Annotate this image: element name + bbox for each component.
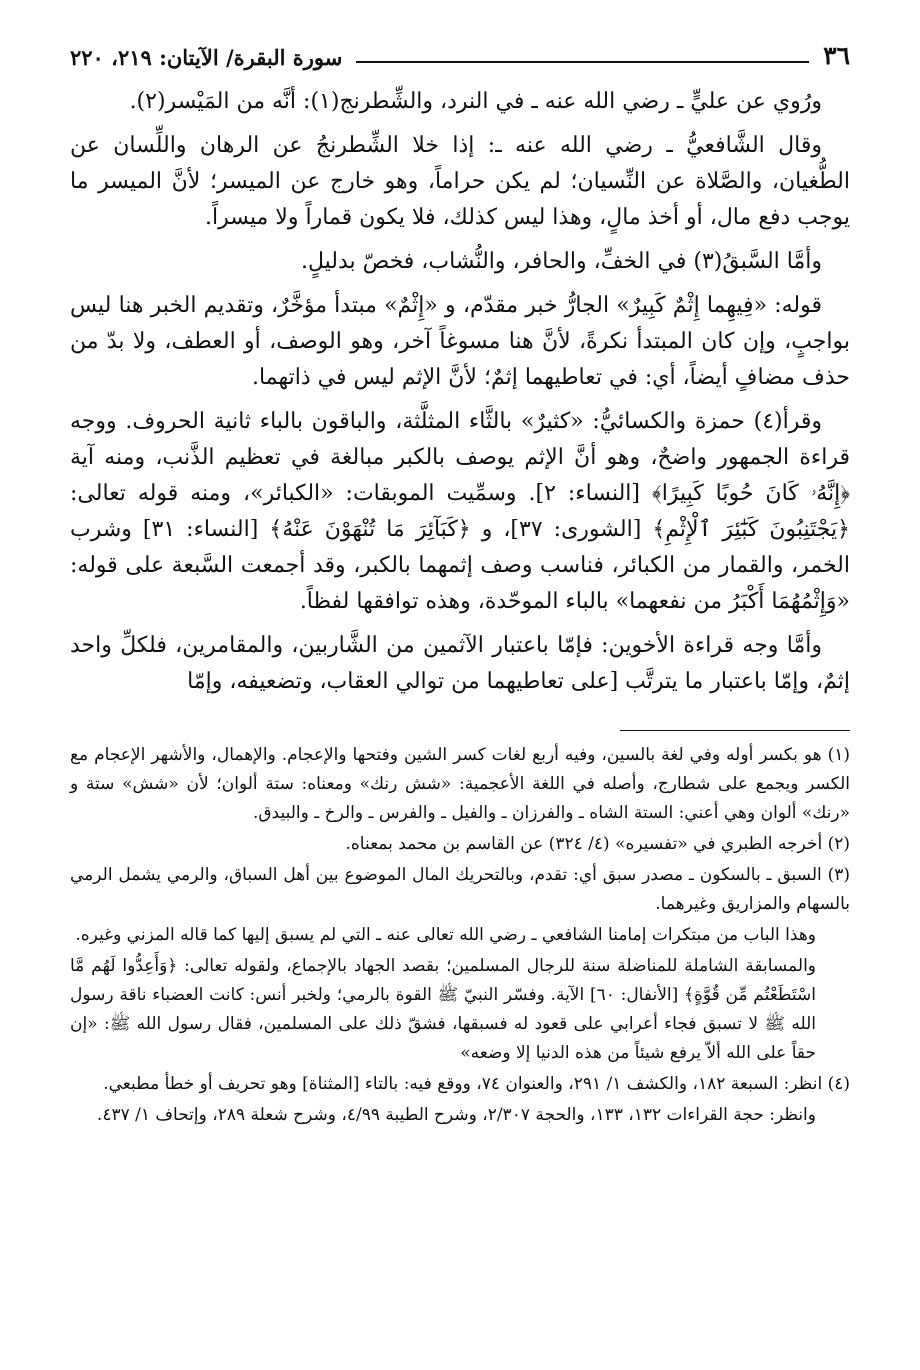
footnote: (١) هو بكسر أوله وفي لغة بالسين، وفيه أربع لغات كسر الشين وفتحها والإعجام. والإهمال، والأشهر الإعجام مع الكسر ويجمع على شطارج، وأصله في اللغة الأعجمية: «شش رنك» ومعناه: ستة ألوان؛ لأن «شش» ستة و «رنك» ألوان وهي أعني: الستة الشاه ـ والفرزان ـ والفيل ـ والفرس ـ والرخ ـ والبيدق. xyxy=(70,745,850,823)
paragraph: قوله: «فِيهِما إِثْمٌ كَبِيرٌ» الجارُّ خبر مقدّم، و «إِثْمٌ» مبتدأ مؤخَّرٌ، وتقديم الخبر هنا ليس بواجبٍ، وإن كان المبتدأ نكرةً، لأنَّ هنا مسوغاً آخر، وهو الوصف، أو العطف، ولا بدّ من حذف مضافٍ أيضاً، أي: في تعاطيهما إثمٌ؛ لأنَّ الإثم ليس في ذاتهما. xyxy=(70,293,850,390)
running-header xyxy=(70,38,850,70)
footnote: (٤) انظر: السبعة ١٨٢، والكشف ١/ ٢٩١، والعنوان ٧٤، ووقع فيه: بالتاء [المثناة] وهو تحريف أو خطأ مطبعي. xyxy=(103,1074,850,1094)
footnote-continuation: وهذا الباب من مبتكرات إمامنا الشافعي ـ رضي الله تعالى عنه ـ التي لم يسبق إليها كما قاله المزني وغيره. xyxy=(75,925,816,945)
footnote: (٢) أخرجه الطبري في «تفسيره» (٤/ ٣٢٤) عن القاسم بن محمد بمعناه. xyxy=(345,834,850,854)
footnote-continuation: وانظر: حجة القراءات ١٣٢، ١٣٣، والحجة ٢/٣٠٧، وشرح الطيبة ٤/٩٩، وشرح شعلة ٢٨٩، وإتحاف ١/ ٤٣٧. xyxy=(96,1105,816,1125)
footnote-continuation: والمسابقة الشاملة للمناضلة سنة للرجال المسلمين؛ بقصد الجهاد بالإجماع، ولقوله تعالى: ﴿وَأَعِدُّوا لَهُم مَّا اسْتَطَعْتُم مِّن قُوَّةٍ﴾ [الأنفال: ٦٠] الآية. وفسّر النبيّ ﷺ القوة بالرمي؛ ولخبر أنس: كانت العضباء ناقة رسول الله ﷺ لا تسبق فجاء أعرابي على قعود له فسبقها، فشقّ ذلك على المسلمين، فقال رسول الله ﷺ: «إن حقاً على الله ألاّ يرفع شيئاً من هذه الدنيا إلا وضعه» xyxy=(70,956,816,1063)
main-text xyxy=(70,84,850,700)
surah-title: سورة البقرة/ الآيتان: ٢١٩، ٢٢٠ xyxy=(70,45,343,70)
header-rule xyxy=(356,61,809,63)
paragraph: وقال الشَّافعيُّ ـ رضي الله عنه ـ: إذا خلا الشِّطرنجُ عن الرهان واللِّسان عن الطُّغيان، والصَّلاة عن النِّسيان؛ لم يكن حراماً، وهو خارج عن الميسر؛ لأنَّ الميسر ما يوجب دفع مال، أو أخذ مالٍ، وهذا ليس كذلك، فلا يكون قماراً ولا ميسراً. xyxy=(70,133,850,230)
page-number: ٣٦ xyxy=(823,41,850,70)
footnotes xyxy=(70,741,850,1130)
paragraph: وأمَّا السَّبقُ(٣) في الخفِّ، والحافر، والنُّشاب، فخصّ بدليلٍ. xyxy=(300,249,822,274)
paragraph: ورُوي عن عليٍّ ـ رضي الله عنه ـ في النرد، والشِّطرنج(١): أنَّه من المَيْسر(٢). xyxy=(129,89,822,114)
paragraph: وأمَّا وجه قراءة الأخوين: فإمّا باعتبار الآثمين من الشَّاربين، والمقامرين، فلكلِّ واحد إثمٌ، وإمّا باعتبار ما يترتَّب [على تعاطيهما من توالي العقاب، وتضعيفه، وإمّا xyxy=(70,633,850,694)
paragraph: وقرأ(٤) حمزة والكسائيُّ: «كثيرٌ» بالثَّاء المثلَّثة، والباقون بالباء ثانية الحروف. ووجه قراءة الجمهور واضحٌ، وهو أنَّ الإثم يوصف بالكبر مبالغة في تعظيم الذَّنب، ومنه آية ﴿إِنَّهُۥ كَانَ حُوبًا كَبِيرًا﴾ [النساء: ٢]. وسمِّيت الموبقات: «الكبائر»، ومنه قوله تعالى: ﴿يَجْتَنِبُونَ كَبَٰٓئِرَ ٱلْإِثْمِ﴾ [الشورى: ٣٧]، و ﴿كَبَآئِرَ مَا تُنْهَوْنَ عَنْهُ﴾ [النساء: ٣١] وشرب الخمر، والقمار من الكبائر، فناسب وصف إثمهما بالكبر، وقد أجمعت السَّبعة على قوله: «وَإِثْمُهُمَا أَكْبَرُ من نفعهما» بالباء الموحّدة، وهذه توافقها لفظاً. xyxy=(70,409,851,614)
footnote: (٣) السبق ـ بالسكون ـ مصدر سبق أي: تقدم، وبالتحريك المال الموضوع بين أهل السباق، والرمي يشمل الرمي بالسهام والمزاريق وغيرهما. xyxy=(70,865,850,914)
footnote-separator xyxy=(620,730,850,731)
